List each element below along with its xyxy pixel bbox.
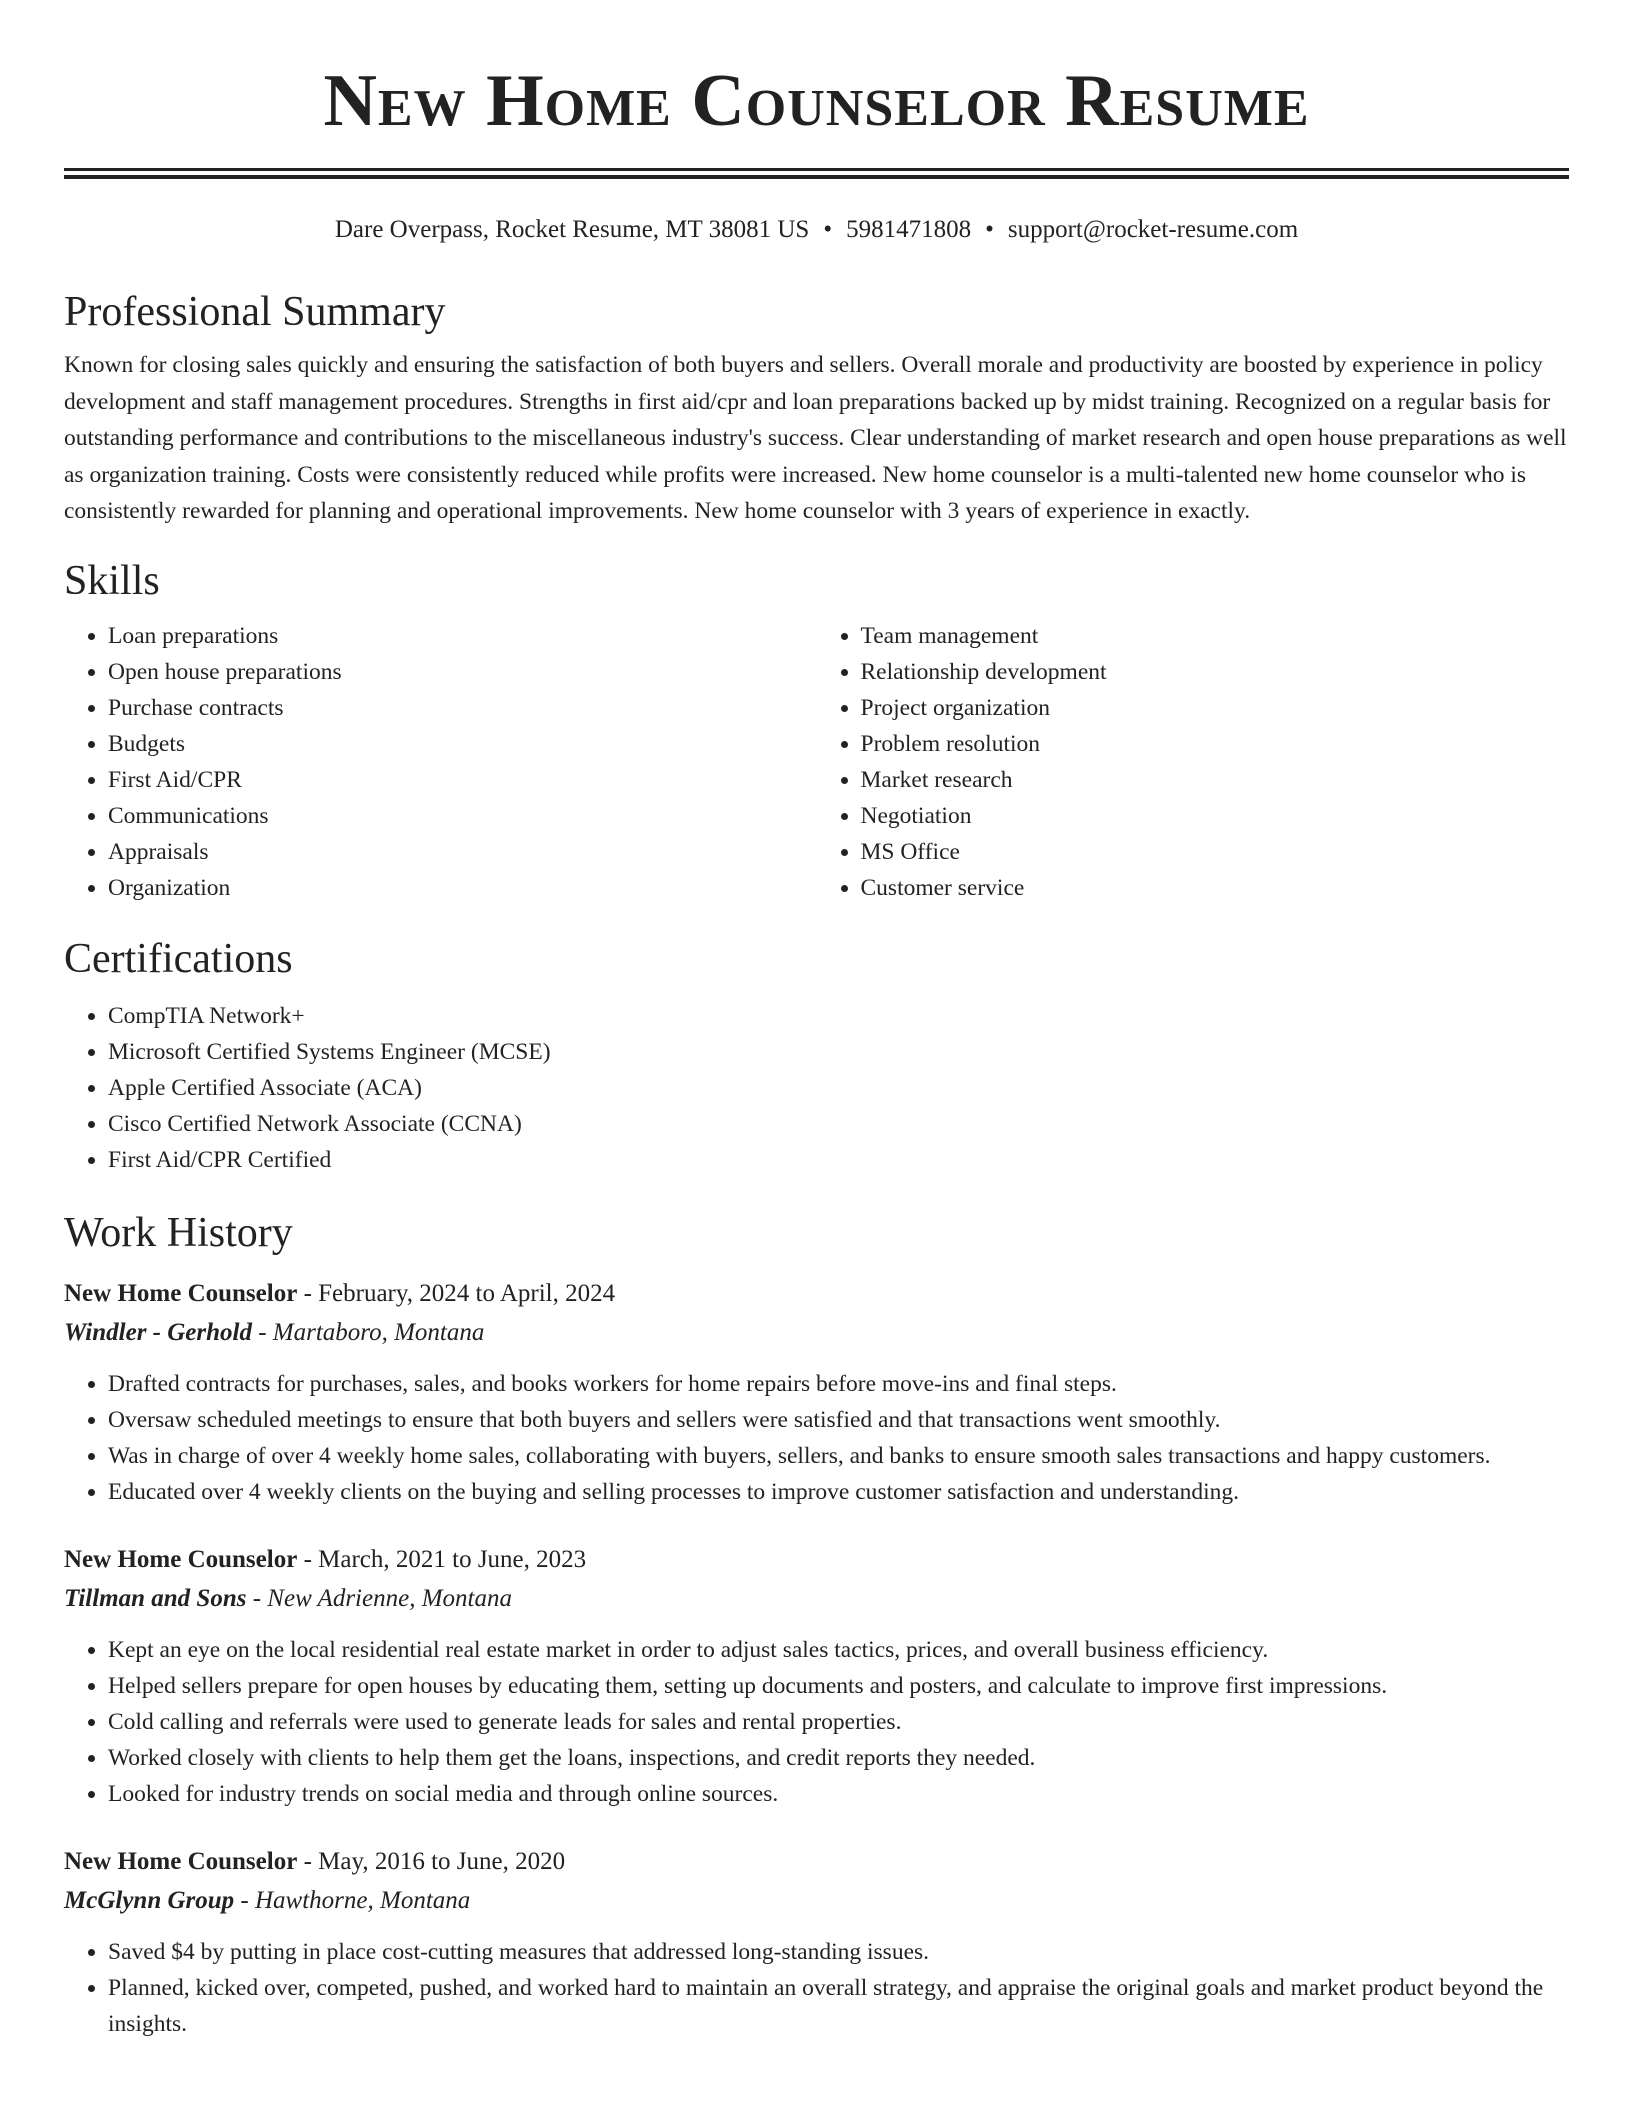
- contact-email[interactable]: support@rocket-resume.com: [1007, 216, 1299, 243]
- certification-item: • Microsoft Certified Systems Engineer (MCSE): [108, 1034, 1569, 1070]
- work-history-heading: Work History: [64, 1209, 293, 1256]
- summary-heading: Professional Summary: [64, 289, 446, 335]
- job-location: - Hawthorne, Montana: [234, 1886, 471, 1914]
- job-company-line: [64, 1580, 1569, 1618]
- job-title: New Home Counselor: [64, 1279, 298, 1307]
- job-bullets: [64, 1632, 1569, 1812]
- job-bullets: [64, 1366, 1569, 1510]
- resume-page: [64, 0, 1569, 2042]
- job-company: McGlynn Group: [64, 1886, 235, 1914]
- contact-line: [64, 213, 1569, 247]
- skill-item: • Purchase contracts: [108, 690, 817, 726]
- skill-item: • First Aid/CPR: [108, 762, 817, 798]
- job-entry: [64, 1274, 1569, 1510]
- job-location: - New Adrienne, Montana: [246, 1584, 512, 1612]
- job-bullet: • Looked for industry trends on social media and through online sources.: [108, 1776, 1569, 1812]
- skill-item: • Communications: [108, 798, 817, 834]
- skill-item: • Relationship development: [861, 654, 1570, 690]
- job-company: Windler - Gerhold: [64, 1318, 252, 1346]
- skill-item: • Open house preparations: [108, 654, 817, 690]
- certification-item: • Apple Certified Associate (ACA): [108, 1070, 1569, 1106]
- job-bullet: • Cold calling and referrals were used to generate leads for sales and rental properties.: [108, 1704, 1569, 1740]
- skills-list-right: [817, 618, 1570, 906]
- certification-item: • First Aid/CPR Certified: [108, 1142, 1569, 1178]
- skill-item: • Market research: [861, 762, 1570, 798]
- job-bullet: • Helped sellers prepare for open houses by educating them, setting up documents and posters, and calculate to improve first impressions.: [108, 1668, 1569, 1704]
- job-title-line: [64, 1842, 1569, 1882]
- skill-item: • Appraisals: [108, 834, 817, 870]
- skills-list-left: [64, 618, 817, 906]
- skill-item: • Negotiation: [861, 798, 1570, 834]
- contact-separator: •: [823, 216, 833, 243]
- certification-item: • Cisco Certified Network Associate (CCNA): [108, 1106, 1569, 1142]
- job-bullet: • Drafted contracts for purchases, sales, and books workers for home repairs before move-ins and final steps.: [108, 1366, 1569, 1402]
- resume-title: New Home Counselor Resume: [323, 60, 1310, 142]
- skill-item: • Loan preparations: [108, 618, 817, 654]
- job-bullets: [64, 1934, 1569, 2042]
- skill-item: • Problem resolution: [861, 726, 1570, 762]
- job-dates: - March, 2021 to June, 2023: [297, 1545, 587, 1573]
- skill-item: • MS Office: [861, 834, 1570, 870]
- job-company: Tillman and Sons: [64, 1584, 247, 1612]
- title-divider: [64, 168, 1569, 179]
- skills-heading: Skills: [64, 557, 160, 604]
- job-bullet: • Saved $4 by putting in place cost-cutting measures that addressed long-standing issues.: [108, 1934, 1569, 1970]
- job-bullet: • Planned, kicked over, competed, pushed, and worked hard to maintain an overall strategy, and appraise the original goals and market product beyond the insights.: [108, 1970, 1569, 2042]
- job-bullet: • Oversaw scheduled meetings to ensure that both buyers and sellers were satisfied and that transactions went smoothly.: [108, 1402, 1569, 1438]
- job-entry: [64, 1842, 1569, 2042]
- contact-phone: 5981471808: [846, 216, 972, 243]
- job-bullet: • Educated over 4 weekly clients on the buying and selling processes to improve customer satisfaction and understanding.: [108, 1474, 1569, 1510]
- contact-separator: •: [985, 216, 994, 243]
- skill-item: • Project organization: [861, 690, 1570, 726]
- job-title-line: [64, 1274, 1569, 1314]
- job-location: - Martaboro, Montana: [251, 1318, 485, 1346]
- skill-item: • Team management: [861, 618, 1570, 654]
- job-dates: - February, 2024 to April, 2024: [297, 1279, 616, 1307]
- job-company-line: [64, 1882, 1569, 1920]
- certifications-heading: Certifications: [64, 935, 293, 982]
- job-title: New Home Counselor: [64, 1847, 298, 1875]
- job-title: New Home Counselor: [64, 1545, 298, 1573]
- job-bullet: • Kept an eye on the local residential real estate market in order to adjust sales tactics, prices, and overall business efficiency.: [108, 1632, 1569, 1668]
- certification-item: • CompTIA Network+: [108, 998, 1569, 1034]
- job-dates: - May, 2016 to June, 2020: [297, 1847, 566, 1875]
- job-entry: [64, 1540, 1569, 1812]
- certifications-list: [64, 998, 1569, 1178]
- skill-item: • Organization: [108, 870, 817, 906]
- job-company-line: [64, 1314, 1569, 1352]
- job-bullet: • Worked closely with clients to help them get the loans, inspections, and credit reports they needed.: [108, 1740, 1569, 1776]
- contact-address: Dare Overpass, Rocket Resume, MT 38081 US: [334, 216, 810, 243]
- job-bullet: • Was in charge of over 4 weekly home sales, collaborating with buyers, sellers, and banks to ensure smooth sales transactions and happy customers.: [108, 1438, 1569, 1474]
- job-title-line: [64, 1540, 1569, 1580]
- skill-item: • Customer service: [861, 870, 1570, 906]
- summary-text: Known for closing sales quickly and ensuring the satisfaction of both buyers and sellers. Overall morale and productivity are boosted by experience in policy development and staff management procedures. Strengths in first aid/cpr and loan preparations backed up by midst training. Recognized on a regular basis for outstanding performance and contributions to the miscellaneous industry's success. Clear understanding of market research and open house preparations as well as organization training. Costs were consistently reduced while profits were increased. New home counselor is a multi-talented new home counselor who is consistently rewarded for planning and operational improvements. New home counselor with 3 years of experience in exactly.: [64, 352, 1567, 524]
- skill-item: • Budgets: [108, 726, 817, 762]
- skills-columns: [64, 618, 1569, 906]
